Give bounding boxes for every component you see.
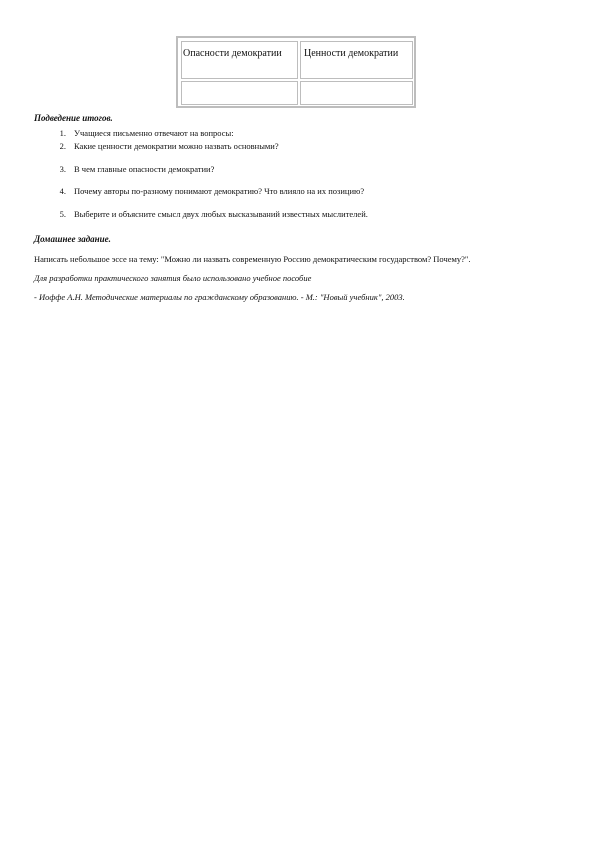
table-header-cell [300, 41, 413, 79]
list-item-number: 2. [59, 141, 66, 151]
table-header-dangers: Опасности демократии [183, 48, 282, 59]
list-item-number: 1. [59, 128, 66, 138]
table-header-values: Ценности демократии [304, 48, 399, 59]
list-item-number: 4. [59, 186, 66, 196]
source-intro: Для разработки практического занятия было использовано учебное пособие [34, 273, 312, 283]
list-item-number: 5. [59, 209, 66, 219]
list-item-text: В чем главные опасности демократии? [74, 164, 215, 174]
democracy-table [176, 36, 416, 108]
list-item-text: Учащиеся письменно отвечают на вопросы: [74, 128, 234, 138]
list-item-text: Почему авторы по-разному понимают демократию? Что влияло на их позицию? [74, 186, 365, 196]
list-item-text: Какие ценности демократии можно назвать основными? [74, 141, 279, 151]
list-item-text: Выберите и объясните смысл двух любых высказываний известных мыслителей. [74, 209, 368, 219]
table-cell-empty [300, 81, 413, 105]
table-cell-empty [181, 81, 298, 105]
list-item-number: 3. [59, 164, 66, 174]
summary-heading: Подведение итогов. [34, 113, 113, 123]
homework-heading: Домашнее задание. [34, 234, 111, 244]
table-header-cell [181, 41, 298, 79]
source-reference: - Иоффе А.Н. Методические материалы по гражданскому образованию. - М.: "Новый учебник", 2003. [34, 292, 405, 302]
homework-text: Написать небольшое эссе на тему: "Можно ли назвать современную Россию демократическим государством? Почему?". [34, 254, 471, 264]
